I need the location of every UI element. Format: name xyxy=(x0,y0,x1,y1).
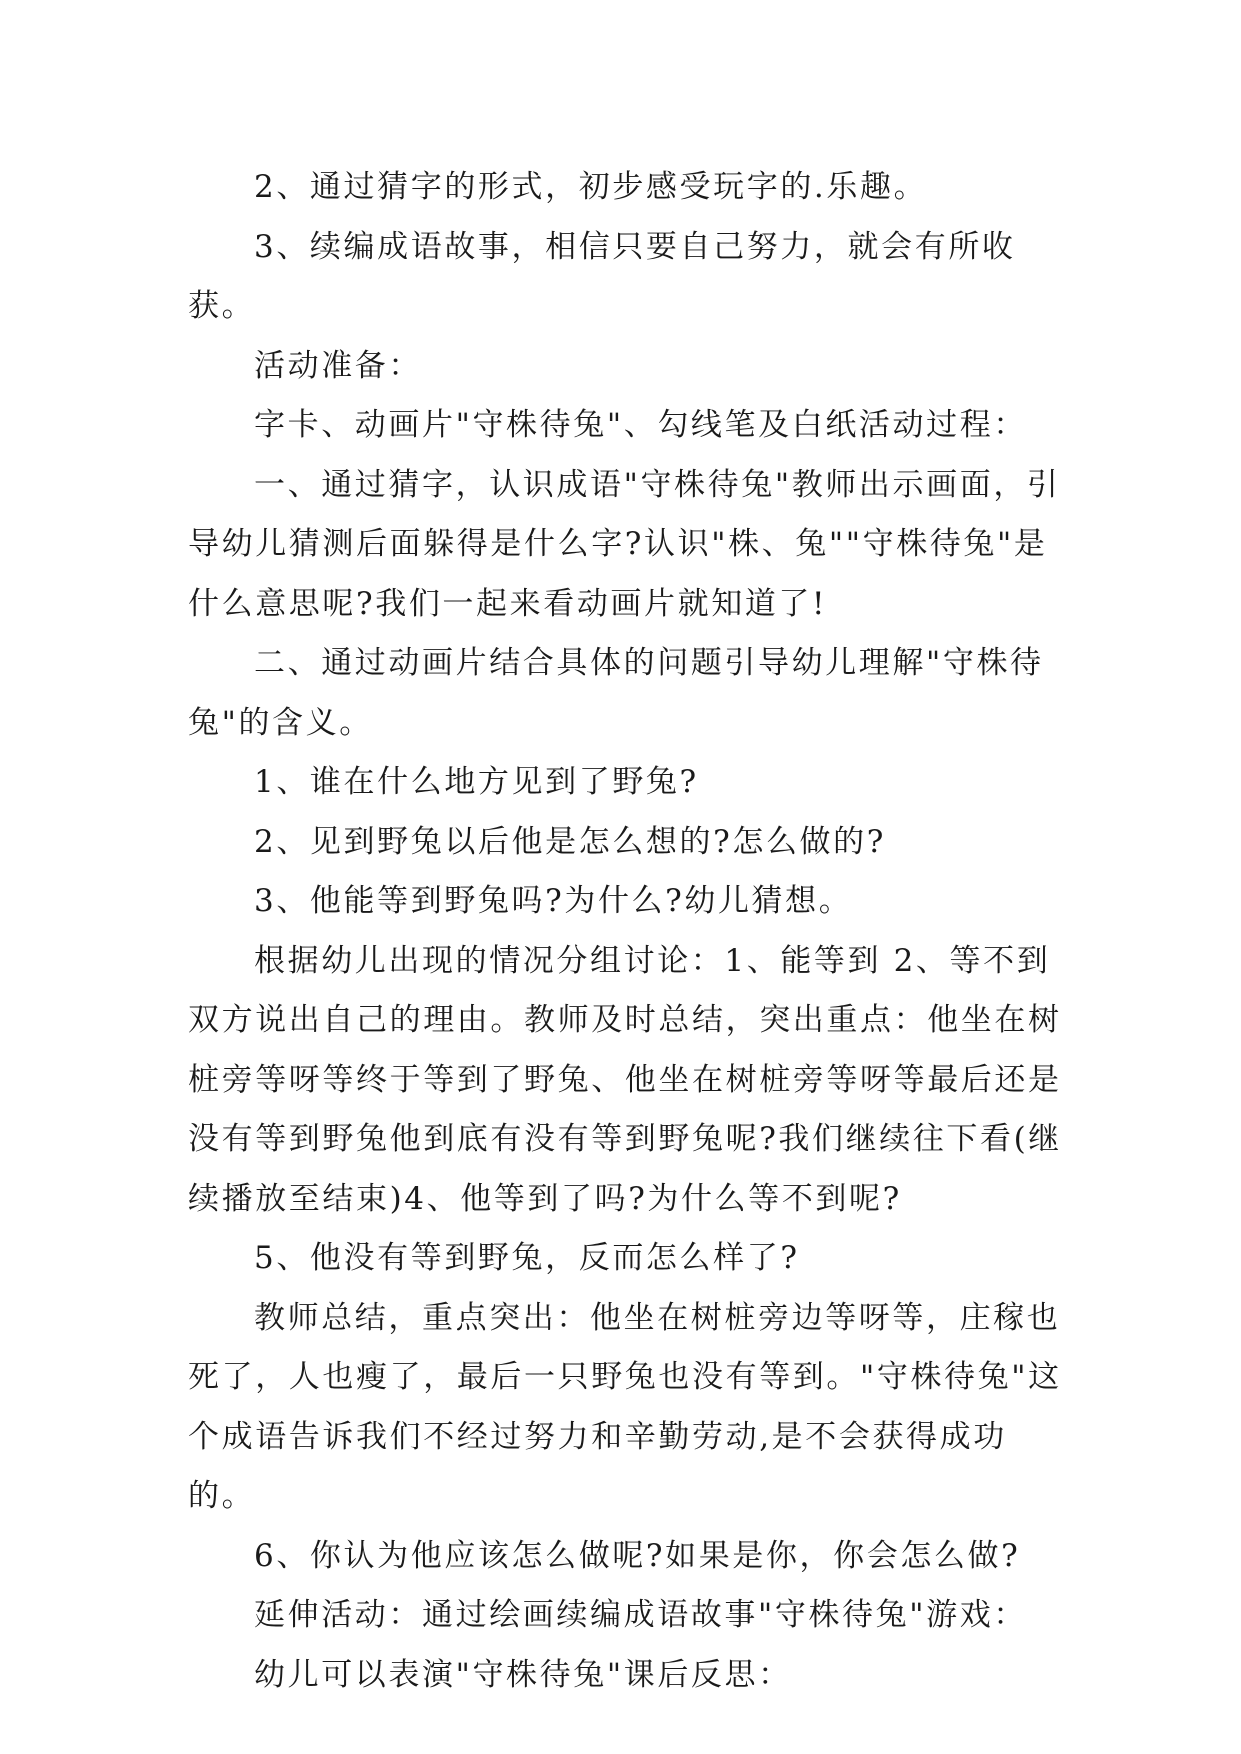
paragraph: 根据幼儿出现的情况分组讨论：1、能等到 2、等不到双方说出自己的理由。教师及时总结，突出重点：他坐在树桩旁等呀等终于等到了野兔、他坐在树桩旁等呀等最后还是没有等到野兔他到底有没有等到野兔呢?我们继续往下看(继续播放至结束)4、他等到了吗?为什么等不到呢? xyxy=(188,942,1062,1217)
paragraph: 活动准备： xyxy=(254,347,422,384)
paragraph: 2、见到野兔以后他是怎么想的?怎么做的? xyxy=(254,823,886,860)
paragraph: 字卡、动画片"守株待兔"、勾线笔及白纸活动过程： xyxy=(254,407,1027,443)
paragraph: 5、他没有等到野兔，反而怎么样了? xyxy=(254,1240,800,1276)
paragraph: 延伸活动：通过绘画续编成语故事"守株待兔"游戏： xyxy=(254,1597,1027,1633)
paragraph: 3、他能等到野兔吗?为什么?幼儿猜想。 xyxy=(254,883,853,919)
paragraph: 二、通过动画片结合具体的问题引导幼儿理解"守株待兔"的含义。 xyxy=(188,645,1044,741)
paragraph: 1、谁在什么地方见到了野兔? xyxy=(254,764,699,800)
paragraph: 6、你认为他应该怎么做呢?如果是你，你会怎么做? xyxy=(254,1537,1021,1574)
paragraph: 幼儿可以表演"守株待兔"课后反思： xyxy=(254,1656,792,1693)
document-body xyxy=(188,158,1068,1705)
paragraph: 教师总结，重点突出：他坐在树桩旁边等呀等，庄稼也死了，人也瘦了，最后一只野兔也没有等到。"守株待兔"这个成语告诉我们不经过努力和辛勤劳动,是不会获得成功的。 xyxy=(188,1299,1062,1514)
paragraph: 3、续编成语故事，相信只要自己努力，就会有所收获。 xyxy=(188,228,1016,324)
paragraph: 一、通过猜字，认识成语"守株待兔"教师出示画面，引导幼儿猜测后面躲得是什么字?认识"株、兔""守株待兔"是什么意思呢?我们一起来看动画片就知道了! xyxy=(188,466,1061,622)
paragraph: 2、通过猜字的形式，初步感受玩字的.乐趣。 xyxy=(254,169,928,205)
